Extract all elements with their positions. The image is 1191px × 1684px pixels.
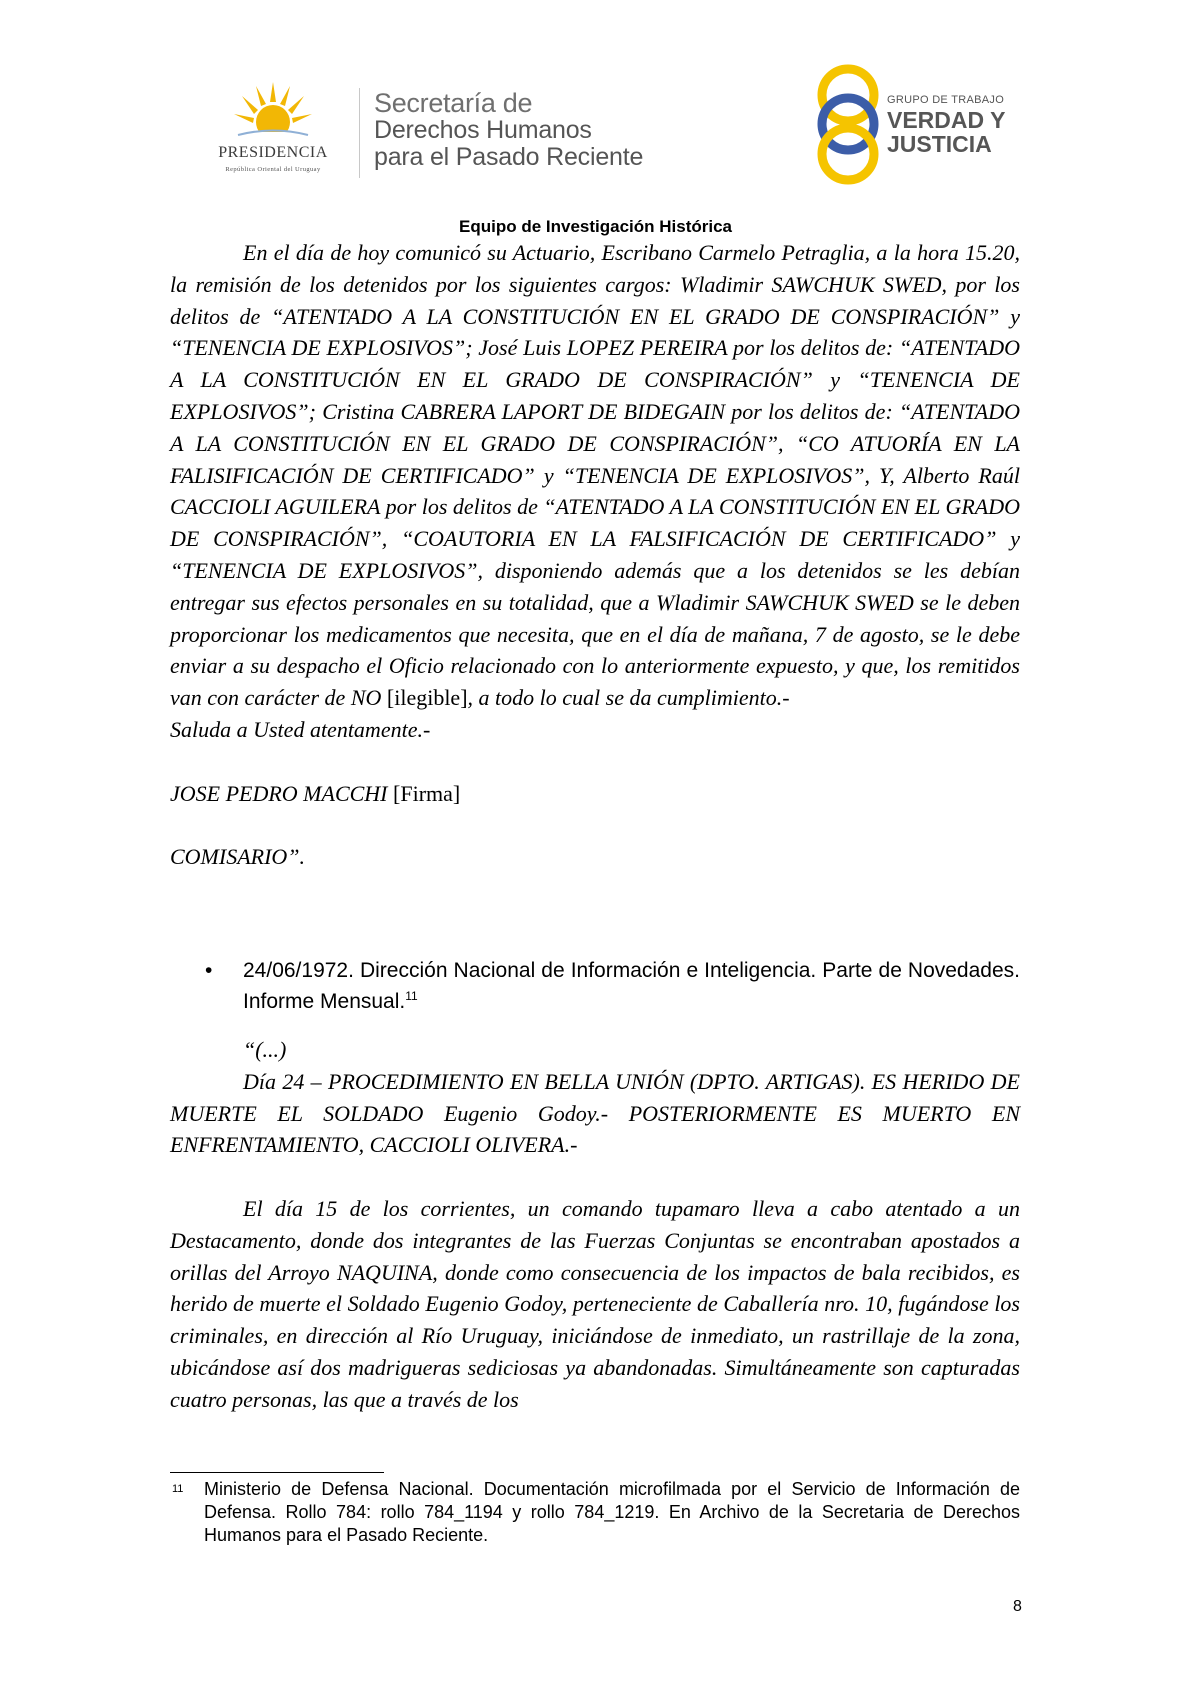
footnote-rule — [170, 1472, 384, 1473]
illegible-marker: [ilegible] — [386, 685, 468, 711]
paragraph-remision-text: En el día de hoy comunicó su Actuario, Escribano Carmelo Petraglia, a la hora 15.20, la remisión de los detenidos por los siguientes cargos: Wladimir SAWCHUK SWED, por los delitos de “ATENTADO A LA CONSTITUCIÓN EN EL GRADO DE CONSPIRACIÓN” y “TENENCIA DE EXPLOSIVOS”; José Luis LOPEZ PEREIRA por los delitos de: “ATENTADO A LA CONSTITUCIÓN EN EL GRADO DE CONSPIRACIÓN” y “TENENCIA DE EXPLOSIVOS”; Cristina CABRERA LAPORT DE BIDEGAIN por los delitos de: “ATENTADO A LA CONSTITUCIÓN EN EL GRADO DE CONSPIRACIÓN”, “CO ATUORÍA EN LA FALISIFICACIÓN DE CERTIFICADO” y “TENENCIA DE EXPLOSIVOS”, Y, Alberto Raúl CACCIOLI AGUILERA por los delitos de “ATENTADO A LA CONSTITUCIÓN EN EL GRADO DE CONSPIRACIÓN”, “COAUTORIA EN LA FALSIFICACIÓN DE CERTIFICADO” y “TENENCIA DE EXPLOSIVOS”, disponiendo además que a los detenidos se les debían entregar sus efectos personales en su totalidad, que a Wladimir SAWCHUK SWED se le deben proporcionar los medicamentos que necesita, que en el día de mañana, 7 de agosto, se le debe enviar a su despacho el Oficio relacionado con lo anteriormente expuesto, y que, los remitidos van con carácter de NO — [170, 240, 1020, 711]
interlocking-rings-icon — [810, 62, 886, 187]
quote-open: “(...) — [243, 1037, 287, 1062]
secretaria-title — [374, 90, 643, 171]
header-divider — [359, 88, 360, 178]
paragraph-remision-end: , a todo lo cual se da cumplimiento.- — [467, 685, 790, 711]
document-body-continued — [170, 1034, 1020, 1416]
grupo-line-1: GRUPO DE TRABAJO — [887, 94, 1005, 106]
signature-line — [170, 778, 1020, 810]
signature-name: JOSE PEDRO MACCHI — [170, 780, 388, 806]
paragraph-remision — [170, 237, 1020, 714]
salutation: Saluda a Usted atentamente.- — [170, 716, 431, 742]
presidencia-subtitle: República Oriental del Uruguay — [225, 166, 321, 173]
page-number: 8 — [1013, 1598, 1022, 1615]
bullet-icon: • — [205, 959, 213, 982]
signature-marker: [Firma] — [393, 780, 461, 806]
presidencia-logo — [198, 80, 348, 180]
bullet-item — [205, 955, 1020, 1017]
verdad-justicia-logo — [810, 62, 1030, 187]
secretaria-line-2: Derechos Humanos — [374, 116, 592, 144]
grupo-line-3: JUSTICIA — [887, 131, 992, 157]
bullet-text: 24/06/1972. Dirección Nacional de Información e Inteligencia. Parte de Novedades. Informe Mensual. — [243, 959, 1020, 1013]
paragraph-dia-24: Día 24 – PROCEDIMIENTO EN BELLA UNIÓN (DPTO. ARTIGAS). ES HERIDO DE MUERTE EL SOLDADO Eugenio Godoy.- POSTERIORMENTE ES MUERTO EN ENFRENTAMIENTO, CACCIOLI OLIVERA.- — [170, 1068, 1020, 1158]
secretaria-line-1: Secretaría de — [374, 88, 533, 118]
footnote — [170, 1478, 1020, 1547]
secretaria-line-3: para el Pasado Reciente — [374, 143, 644, 171]
footnote-text: Ministerio de Defensa Nacional. Documentación microfilmada por el Servicio de Información de Defensa. Rollo 784: rollo 784_1194 y rollo 784_1219. En Archivo de la Secretaria de Derechos Humanos para el Pasado Reciente. — [204, 1479, 1020, 1545]
footnote-number: 11 — [172, 1483, 184, 1495]
grupo-line-2: VERDAD Y — [887, 107, 1006, 133]
presidencia-name: PRESIDENCIA — [218, 144, 328, 161]
paragraph-final: El día 15 de los corrientes, un comando tupamaro lleva a cabo atentado a un Destacamento, donde dos integrantes de las Fuerzas Conjuntas se encontraban apostados a orillas del Arroyo NAQUINA, donde como consecuencia de los impactos de bala recibidos, es herido de muerte el Soldado Eugenio Godoy, perteneciente de Caballería nro. 10, fugándose los criminales, en dirección al Río Uruguay, iniciándose de inmediato, un rastrillaje de la zona, ubicándose así dos madrigueras sediciosas ya abandonadas. Simultáneamente son capturadas cuatro personas, las que a través de los — [170, 1195, 1020, 1412]
team-title: Equipo de Investigación Histórica — [459, 217, 732, 236]
sun-emblem-icon — [232, 80, 314, 142]
footnote-ref[interactable]: 11 — [405, 989, 418, 1003]
document-body — [170, 237, 1020, 873]
rank-line: COMISARIO”. — [170, 844, 306, 870]
